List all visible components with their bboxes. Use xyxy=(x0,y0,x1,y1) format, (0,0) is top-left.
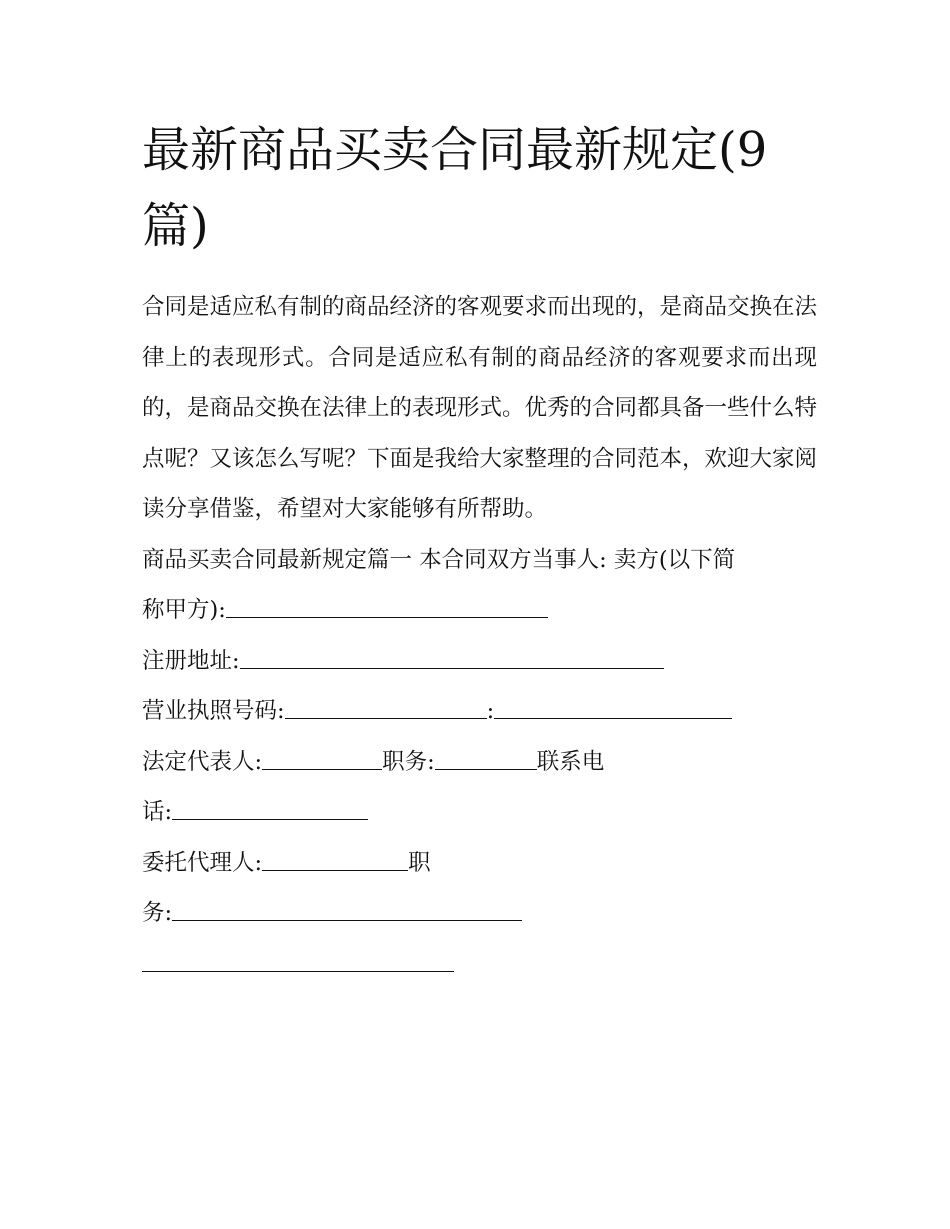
extra-blank[interactable] xyxy=(142,970,454,972)
agent-position-label-part1: 职 xyxy=(408,849,431,876)
agent-blank[interactable] xyxy=(262,869,408,871)
agent-line xyxy=(142,838,817,889)
contact-line xyxy=(142,787,817,838)
intro-paragraph: 合同是适应私有制的商品经济的客观要求而出现的，是商品交换在法律上的表现形式。合同是适应私有制的商品经济的客观要求而出现的，是商品交换在法律上的表现形式。优秀的合同都具备一些什么特点呢？又该怎么写呢？下面是我给大家整理的合同范本，欢迎大家阅读分享借鉴，希望对大家能够有所帮助。 xyxy=(142,294,818,522)
seller-label: 称甲方): xyxy=(142,597,226,623)
legal-rep-blank[interactable] xyxy=(262,768,382,770)
license-line xyxy=(142,686,817,737)
document-title: 最新商品买卖合同最新规定(9篇) xyxy=(142,122,768,254)
contact-blank[interactable] xyxy=(172,818,368,820)
address-line xyxy=(142,636,817,687)
position-label: 职务: xyxy=(382,748,435,775)
seller-line xyxy=(142,585,817,636)
address-label: 注册地址: xyxy=(142,647,240,674)
agent-position-label-part2: 务: xyxy=(142,900,173,926)
extra-blank-line xyxy=(142,939,817,990)
document-page xyxy=(142,112,817,989)
address-blank[interactable] xyxy=(240,667,664,669)
license-label: 营业执照号码: xyxy=(142,698,285,724)
contact-label-part2: 话: xyxy=(142,799,173,825)
legal-rep-line xyxy=(142,737,817,788)
seller-blank[interactable] xyxy=(226,616,548,618)
license-blank[interactable] xyxy=(285,717,487,719)
agent-position-line xyxy=(142,888,817,939)
license-blank-2[interactable] xyxy=(494,717,732,719)
license-separator: : xyxy=(486,698,495,724)
agent-position-blank[interactable] xyxy=(172,919,522,921)
position-blank[interactable] xyxy=(435,768,537,770)
agent-label: 委托代理人: xyxy=(142,849,263,876)
contact-label-part1: 联系电 xyxy=(536,748,605,775)
section-heading: 商品买卖合同最新规定篇一 本合同双方当事人: 卖方(以下简 xyxy=(142,546,736,573)
legal-rep-label: 法定代表人: xyxy=(142,748,263,775)
